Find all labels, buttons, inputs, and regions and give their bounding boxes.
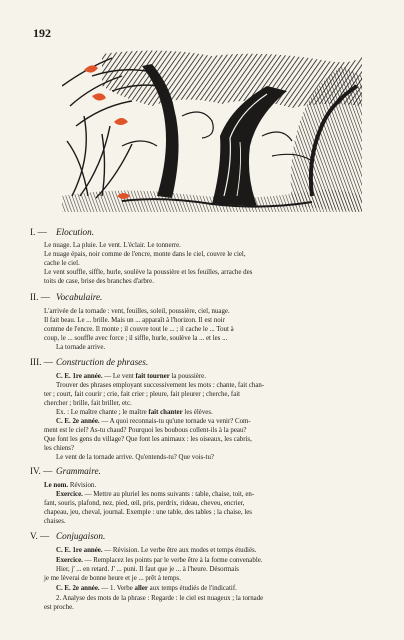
text-line: chaises. — [44, 518, 66, 525]
page-number: 192 — [33, 26, 51, 40]
text-line: est proche. — [44, 604, 74, 611]
text-line: les chiens? — [44, 445, 75, 452]
text-line: Le vent de la tornade arrive. Qu'entends-tu? Que vois-tu? — [56, 454, 214, 461]
example-line — [56, 409, 213, 418]
exercise-line — [56, 557, 263, 566]
text-fragment: — Remplacez les points par le verbe être à la forme convenable. — [82, 557, 263, 564]
section-title: Construction de phrases. — [56, 357, 149, 367]
level-label: C. E. 2e année. — [56, 585, 100, 592]
section-number: II. — — [30, 292, 50, 302]
text-line: coup, le ... souffle avec force ; il siffle, hurle, soulève la ... et les ... — [44, 335, 228, 342]
text-line: cache le ciel. — [44, 260, 80, 267]
text-line: Le nuage. La pluie. Le vent. L'éclair. Le tonnerre. — [44, 242, 181, 249]
ce1-line — [56, 373, 206, 382]
section-title: Grammaire. — [56, 466, 101, 476]
section-number: V. — — [30, 531, 50, 541]
text-line: ment est le ciel? As-tu chaud? Pourquoi les boubous collent-ils à la peau? — [44, 427, 247, 434]
exercise-line — [56, 491, 254, 500]
text-line: Trouver des phrases employant successivement les mots : chante, fait chan- — [56, 382, 265, 389]
text-fragment: — Mettre au pluriel les noms suivants : table, chaise, toit, en- — [82, 491, 255, 498]
subtitle-line — [44, 482, 96, 491]
bold-fragment: Le nom. — [44, 482, 69, 489]
text-fragment: — A quoi reconnais-tu qu'une tornade va venir? Com- — [99, 418, 251, 425]
section-heading-conjugaison — [30, 531, 105, 541]
section-number: IV. — — [30, 466, 53, 476]
text-line: ter ; court, fait courir ; crie, fait crier ; pleure, fait pleurer ; cherche, fait — [44, 391, 241, 398]
storm-trees-woodcut-illustration — [62, 46, 362, 212]
text-line: L'arrivée de la tornade : vent, feuilles, soleil, poussière, ciel, nuage. — [44, 308, 230, 315]
text-line: La tornade arrive. — [56, 344, 106, 351]
section-heading-grammaire — [30, 466, 101, 476]
text-fragment: Ex. : Le maître chante ; le maître — [56, 409, 149, 416]
text-fragment: les élèves. — [182, 409, 213, 416]
level-label: C. E. 1re année. — [56, 373, 103, 380]
text-line: Il fait beau. Le ... brille. Mais un ... apparaît à l'horizon. Il est noir — [44, 317, 225, 324]
text-line: Que font les gens du village? Que font les animaux : les oiseaux, les cabris, — [44, 436, 252, 443]
bold-fragment: fait tourner — [135, 373, 170, 380]
section-title: Elocution. — [56, 227, 95, 237]
ce2-line — [56, 418, 251, 427]
ce1-line — [56, 547, 256, 556]
section-heading-construction — [30, 357, 148, 367]
text-line: 2. Analyse des mots de la phrase : Regarde : le ciel est nuageux ; la tornade — [56, 595, 264, 602]
text-fragment: Révision. — [68, 482, 97, 489]
text-line: fant, souris, plafond, nez, pied, œil, pris, perdrix, rideau, cheveu, encrier, — [44, 500, 245, 507]
bold-fragment: aller — [134, 585, 148, 592]
section-number: III. — — [30, 357, 53, 367]
text-line: toits de case, brise des branches d'arbre. — [44, 278, 154, 285]
section-title: Conjugaison. — [56, 531, 106, 541]
text-line: chercher ; brille, fait briller, etc. — [44, 400, 132, 407]
section-title: Vocabulaire. — [56, 292, 103, 302]
text-line: je me lèverai de bonne heure et je ... prêt à temps. — [44, 575, 181, 582]
text-line: Le nuage épais, noir comme de l'encre, monte dans le ciel, couvre le ciel, — [44, 251, 246, 258]
text-fragment: — 1. Verbe — [99, 585, 135, 592]
exercise-label: Exercice. — [56, 491, 83, 498]
text-line: comme de l'encre. Il monte ; il couvre tout le ... ; il cache le ... Tout à — [44, 326, 234, 333]
text-fragment: aux temps étudiés de l'indicatif. — [147, 585, 237, 592]
text-fragment: — Révision. Le verbe être aux modes et temps étudiés. — [102, 547, 257, 554]
level-label: C. E. 2e année. — [56, 418, 100, 425]
section-number: I. — — [30, 227, 47, 237]
text-line: chapeau, jeu, cheval, journal. Exemple : une table, des tables ; la chaise, les — [44, 509, 252, 516]
section-heading-vocabulaire — [30, 292, 102, 302]
ce2-line — [56, 585, 237, 594]
section-heading-elocution — [30, 227, 94, 237]
exercise-label: Exercice. — [56, 557, 83, 564]
text-line: Hier, j' ... en retard. J' ... puni. Il faut que je ... à l'heure. Désormais — [56, 566, 239, 573]
text-fragment: la poussière. — [169, 373, 206, 380]
bold-fragment: fait chanter — [148, 409, 183, 416]
text-fragment: — Le vent — [102, 373, 136, 380]
level-label: C. E. 1re année. — [56, 547, 103, 554]
text-line: Le vent souffle, siffle, hurle, soulève la poussière et les feuilles, arrache des — [44, 269, 253, 276]
